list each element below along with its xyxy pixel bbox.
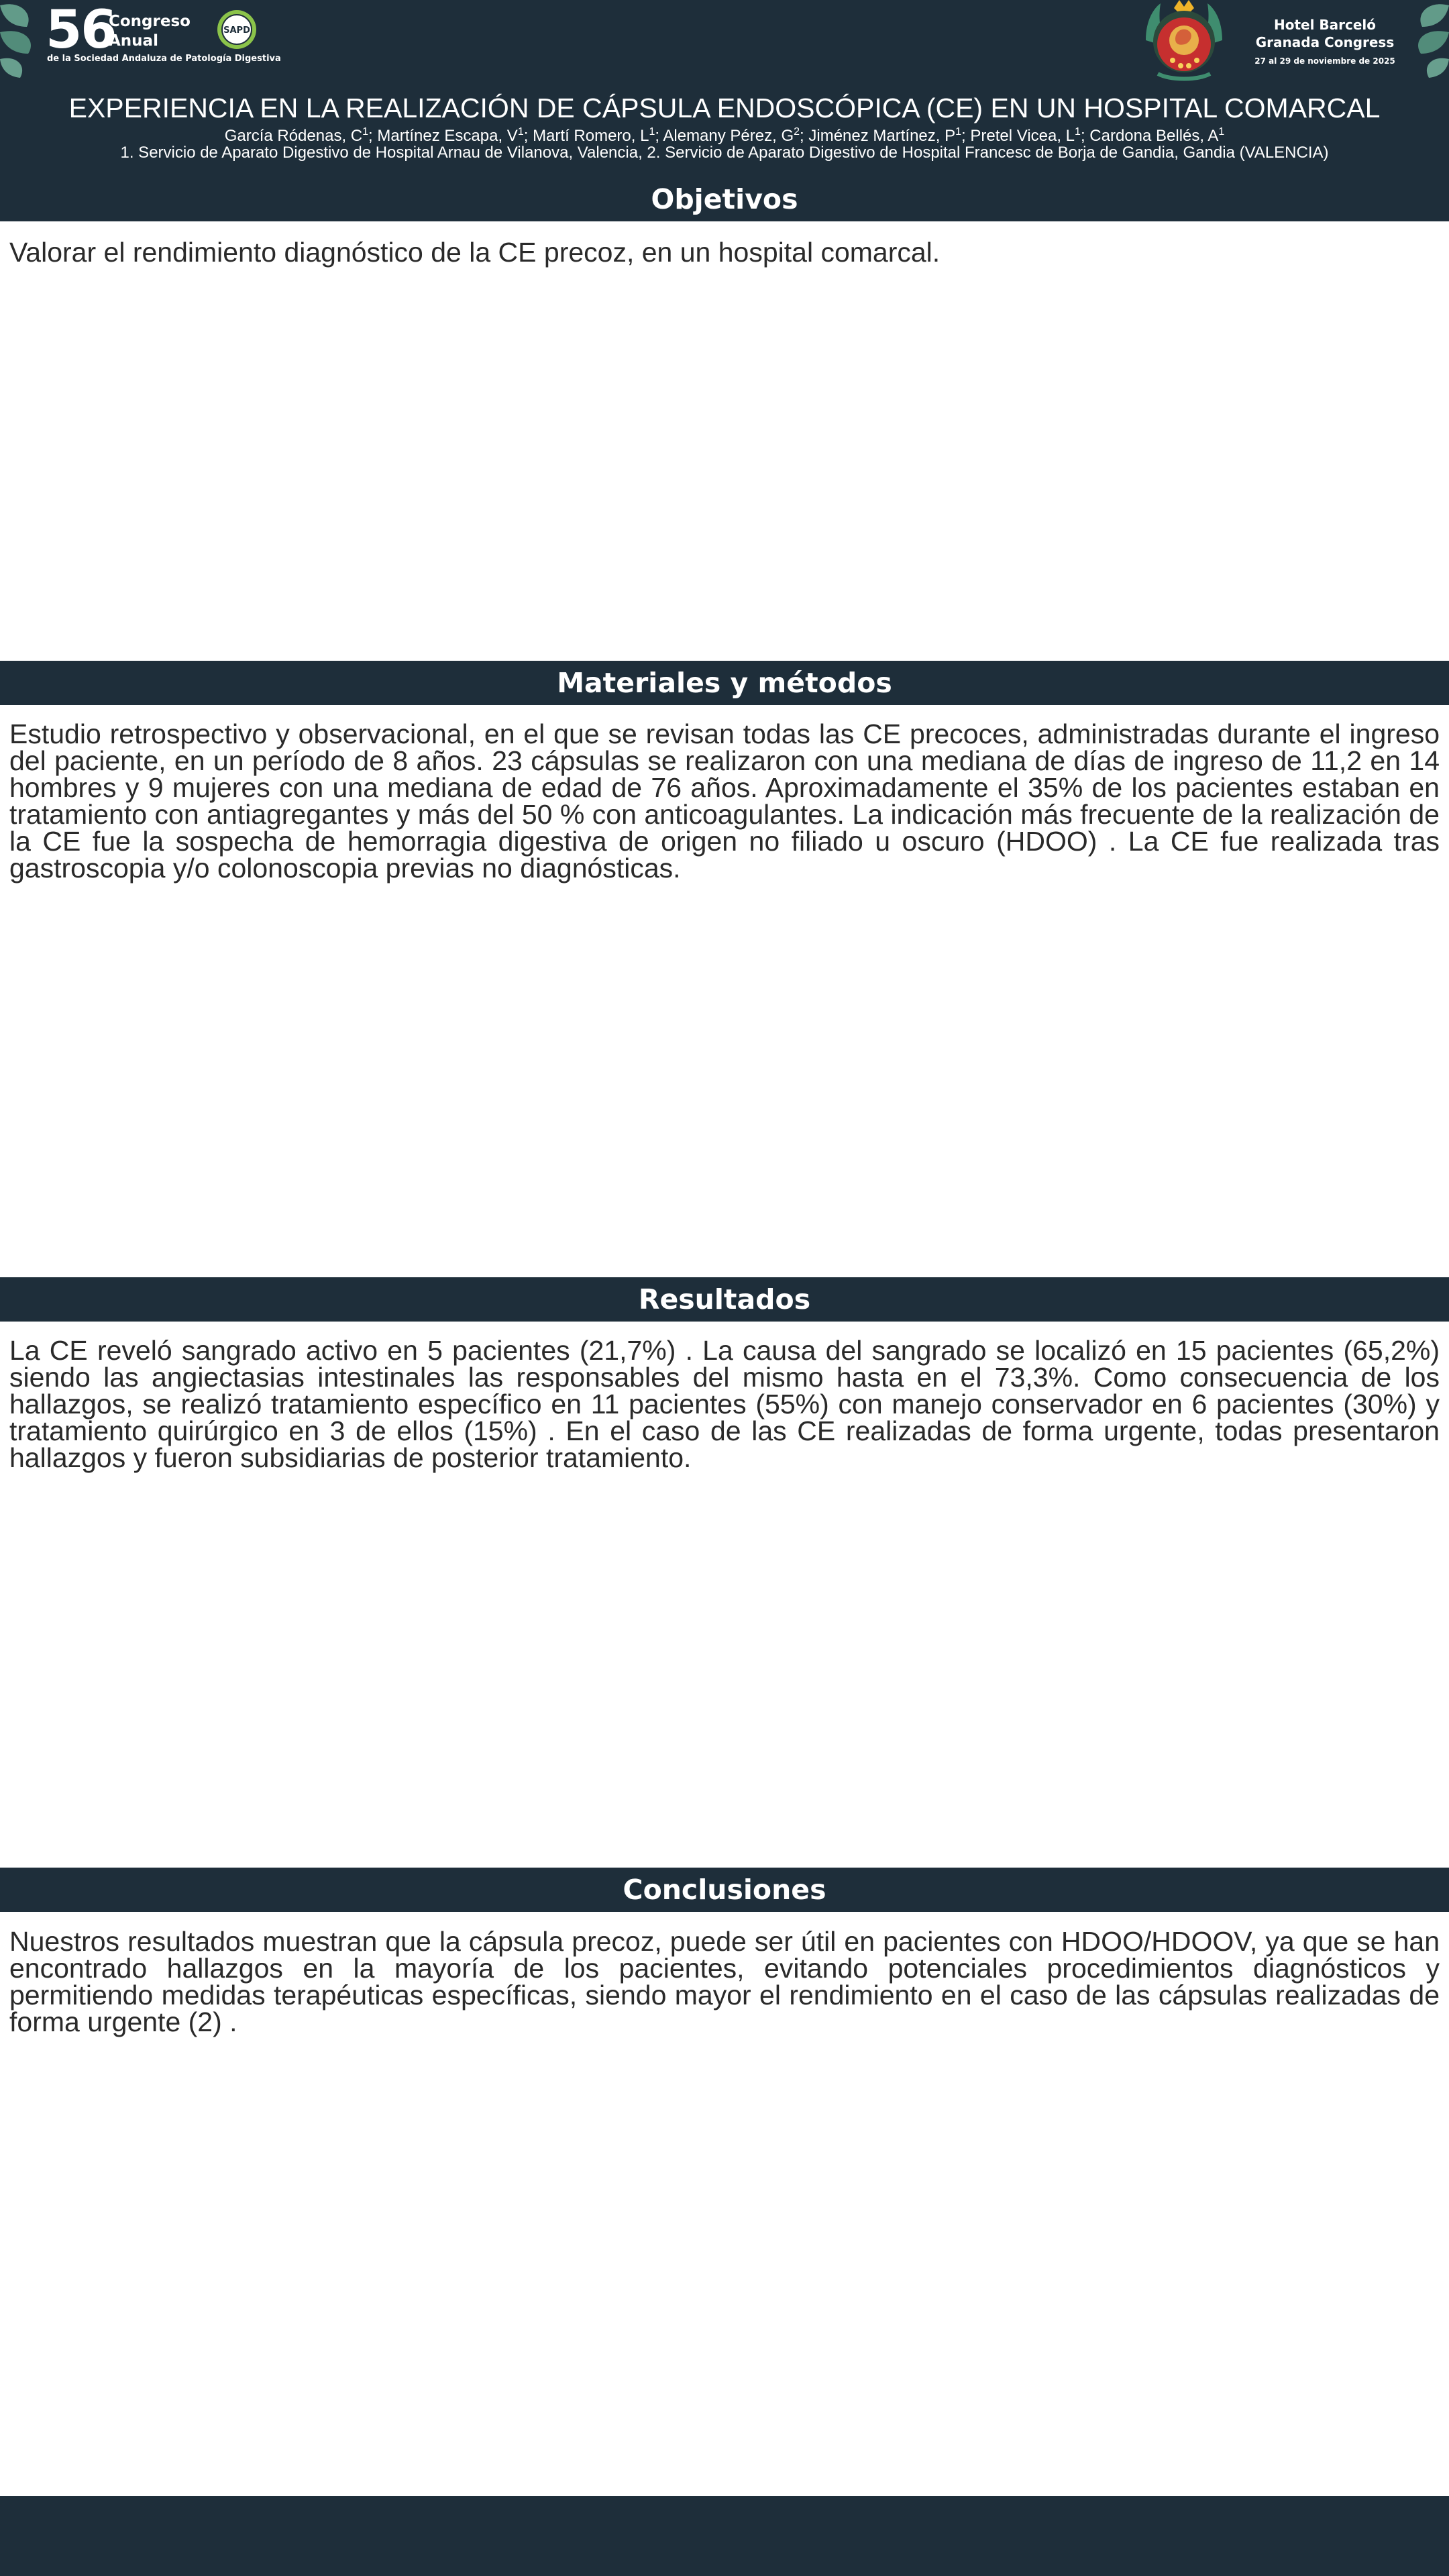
section-header-materiales: Materiales y métodos <box>0 661 1449 705</box>
leaf-decoration-left-icon <box>0 0 47 80</box>
congress-word-2: Anual <box>109 32 158 50</box>
author-0: García Ródenas, $C^1$ <box>224 126 369 145</box>
poster-footer <box>0 2496 1449 2576</box>
section-text-resultados: La CE reveló sangrado activo en 5 pacientes (21,7%) . La causa del sangrado se localizó en 15 pacientes (65,2%) siendo las angiectasias intestinales las responsables del mismo hasta en el 73,3%. Como consecuencia de los hallazgos, se realizó tratamiento específico en 11 pacientes (55%) con manejo conservador en 6 pacientes (30%) y tratamiento quirúrgico en 3 de ellos (15%) . En el caso de las CE realizadas de forma urgente, todas presentaron hallazgos y fueron subsidiarias de posterior tratamiento. <box>9 1335 1440 1473</box>
author-1: Martínez Escapa, $V^1$ <box>377 126 524 145</box>
author-2: Martí Romero, $L^1$ <box>533 126 655 145</box>
section-header-resultados: Resultados <box>0 1277 1449 1322</box>
affiliations: 1. Servicio de Aparato Digestivo de Hospital Arnau de Vilanova, Valencia, 2. Servicio de Aparato Digestivo de Hospital Francesc de Borja de Gandia, Gandia (VALENCIA) <box>120 144 1329 162</box>
congress-word-1: Congreso <box>109 13 191 30</box>
sapd-badge-text: SAPD <box>223 25 250 36</box>
section-text-conclusiones: Nuestros resultados muestran que la cápsula precoz, puede ser útil en pacientes con HDOO/HDOOV, ya que se han encontrado hallazgos en la mayoría de los pacientes, evitando potenciales procedimientos diagnósticos y permitiendo medidas terapéuticas específicas, siendo mayor el rendimiento en el caso de las cápsulas realizadas de forma urgente (2) . <box>9 1926 1440 2037</box>
poster-title: EXPERIENCIA EN LA REALIZACIÓN DE CÁPSULA ENDOSCÓPICA (CE) EN UN HOSPITAL COMARCAL <box>68 93 1381 123</box>
author-3: Alemany Pérez, $G^2$ <box>663 126 800 145</box>
venue-name: Hotel Barceló <box>1273 17 1377 33</box>
leaf-decoration-right-icon <box>1402 0 1449 80</box>
society-name: de la Sociedad Andaluza de Patología Digestiva <box>47 54 281 64</box>
author-list: García Ródenas, $C^1$; Martínez Escapa, $V^1$; Martí Romero, $L^1$; Alemany Pérez, $G^2$; Jiménez Martínez, $P^1$; Pretel Vicea, $L^1$; Cardona Bellés, $A^1$ <box>224 126 1225 145</box>
section-text-objetivos: Valorar el rendimiento diagnóstico de la CE precoz, en un hospital comarcal. <box>9 237 941 268</box>
section-text-materiales: Estudio retrospectivo y observacional, en el que se revisan todas las CE precoces, administradas durante el ingreso del paciente, en un período de 8 años. 23 cápsulas se realizaron con una mediana de días de ingreso de 11,2 en 14 hombres y 9 mujeres con una mediana de edad de 76 años. Aproximadamente el 35% de los pacientes estaban en tratamiento con antiagregantes y más del 50 % con anticoagulantes. La indicación más frecuente de la realización de la CE fue la sospecha de hemorragia digestiva de origen no filiado u oscuro (HDOO) . La CE fue realizada tras gastroscopia y/o colonoscopia previas no diagnósticas. <box>9 718 1440 883</box>
congress-number: 56 <box>46 0 116 60</box>
section-header-objetivos: Objetivos <box>0 177 1449 221</box>
venue-congress: Granada Congress <box>1255 34 1395 50</box>
congress-logo <box>46 0 287 70</box>
venue-block <box>1248 16 1402 66</box>
poster-header <box>0 0 1449 177</box>
sapd-badge-icon <box>216 9 258 50</box>
author-6: Cardona Bellés, $A^1$ <box>1089 126 1225 145</box>
author-5: Pretel Vicea, $L^1$ <box>970 126 1081 145</box>
granada-emblem-icon <box>1140 0 1228 84</box>
author-4: Jiménez Martínez, $P^1$ <box>808 126 962 145</box>
section-header-conclusiones: Conclusiones <box>0 1868 1449 1912</box>
congress-label <box>109 12 191 51</box>
venue-dates: 27 al 29 de noviembre de 2025 <box>1254 56 1395 66</box>
